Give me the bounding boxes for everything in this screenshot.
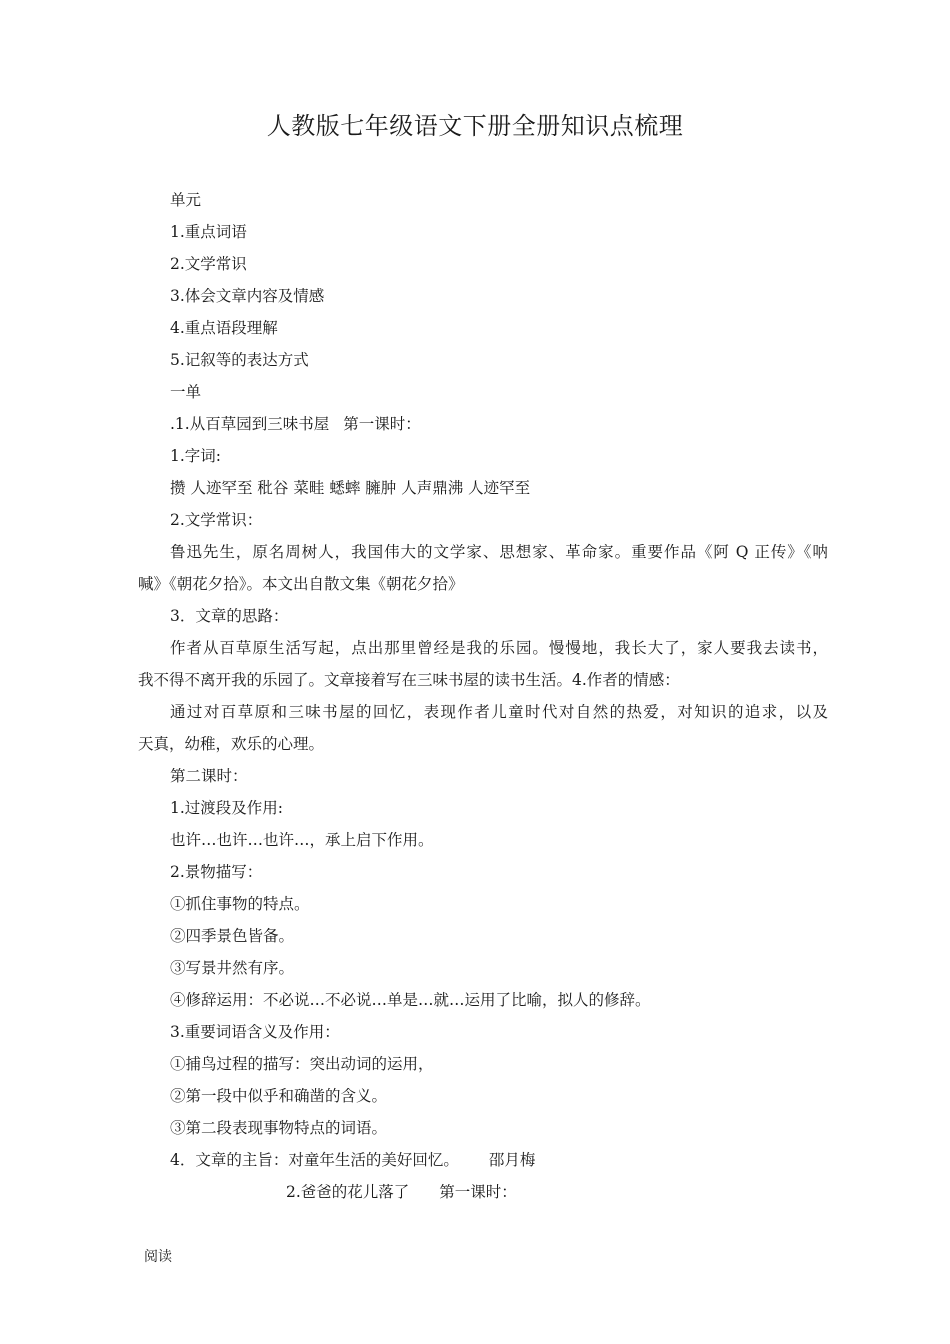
lesson1-title: .1.从百草园到三味书屋 — [170, 415, 330, 433]
unit-item: 5.记叙等的表达方式 — [170, 351, 309, 369]
word: 人迹罕至 — [468, 479, 531, 497]
words-heading: 1.字词: — [170, 447, 222, 465]
unit-one-heading: 一单 — [170, 383, 202, 401]
paragraph-line: 通过对百草原和三味书屋的回忆，表现作者儿童时代对自然的热爱，对知识的追求，以及 — [170, 703, 828, 721]
word: 人迹罕至 — [190, 479, 253, 497]
scenery-item: ①抓住事物的特点。 — [170, 895, 310, 913]
theme-line — [138, 1144, 828, 1176]
unit-item: 4.重点语段理解 — [170, 319, 278, 337]
period-heading: 第二课时： — [170, 767, 248, 785]
scenery-heading: 2.景物描写： — [170, 863, 263, 881]
word: 秕谷 — [257, 479, 289, 497]
lesson1-period: 第一课时： — [343, 415, 421, 433]
transition-text: 也许…也许…也许…，承上启下作用。 — [170, 831, 434, 849]
words-list — [138, 472, 828, 504]
words-meaning-item: ①捕鸟过程的描写：突出动词的运用， — [170, 1055, 434, 1073]
unit-item: 1.重点词语 — [170, 223, 247, 241]
word: 菜畦 — [293, 479, 325, 497]
unit-heading: 单元 — [170, 191, 202, 209]
page-footer: 阅读 — [144, 1249, 172, 1265]
document-body — [138, 184, 828, 1208]
author-name: 邵月梅 — [488, 1151, 536, 1169]
scenery-item: ③写景井然有序。 — [170, 959, 295, 977]
document-title: 人教版七年级语文下册全册知识点梳理 — [266, 112, 684, 140]
words-meaning-item: ②第一段中似乎和确凿的含义。 — [170, 1087, 388, 1105]
unit-item: 3.体会文章内容及情感 — [170, 287, 325, 305]
transition-heading: 1.过渡段及作用: — [170, 799, 284, 817]
word: 臃肿 — [365, 479, 397, 497]
lit-heading: 2.文学常识： — [170, 511, 263, 529]
paragraph-line: 喊》《朝花夕拾》。本文出自散文集《朝花夕拾》 — [138, 575, 464, 593]
paragraph-line: 天真，幼稚，欢乐的心理。 — [138, 735, 325, 753]
word: 蟋蟀 — [329, 479, 361, 497]
idea-heading: 3．文章的思路： — [170, 607, 289, 625]
theme-text: 4．文章的主旨：对童年生活的美好回忆。 — [170, 1151, 459, 1169]
lesson2-title: 2.爸爸的花儿落了 — [286, 1183, 410, 1201]
lesson2-title-line — [138, 1176, 828, 1208]
scenery-item: ②四季景色皆备。 — [170, 927, 295, 945]
paragraph-line: 鲁迅先生，原名周树人，我国伟大的文学家、思想家、革命家。重要作品《阿 Q 正传》《呐 — [170, 543, 828, 561]
word: 攒 — [170, 479, 186, 497]
lesson1-title-line — [138, 408, 828, 440]
lesson2-period: 第一课时： — [439, 1183, 517, 1201]
words-meaning-heading: 3.重要词语含义及作用： — [170, 1023, 340, 1041]
paragraph-line: 我不得不离开我的乐园了。文章接着写在三味书屋的读书生活。4.作者的情感： — [138, 671, 680, 689]
word: 人声鼎沸 — [401, 479, 464, 497]
paragraph-line: 作者从百草原生活写起，点出那里曾经是我的乐园。慢慢地，我长大了，家人要我去读书， — [170, 639, 828, 657]
words-meaning-item: ③第二段表现事物特点的词语。 — [170, 1119, 388, 1137]
scenery-item: ④修辞运用：不必说…不必说…单是…就…运用了比喻，拟人的修辞。 — [170, 991, 651, 1009]
unit-item: 2.文学常识 — [170, 255, 247, 273]
